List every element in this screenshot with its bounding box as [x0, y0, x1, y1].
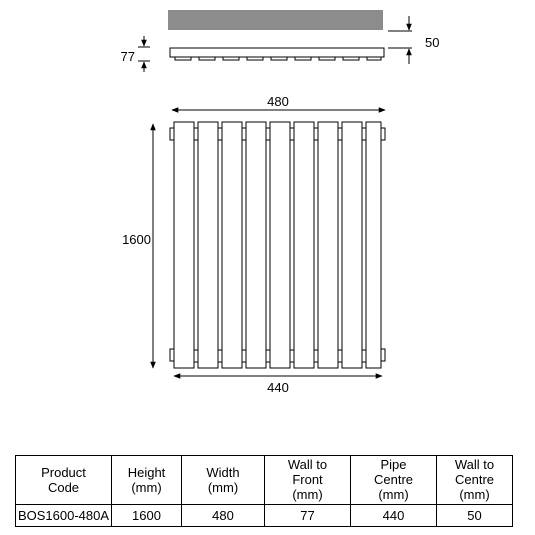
radiator-front-view — [170, 122, 385, 368]
wall-block — [168, 10, 383, 30]
wall-to-front-label: 77 — [120, 49, 135, 64]
cell-product-code: BOS1600-480A — [16, 504, 112, 526]
header-height: Height (mm) — [112, 456, 182, 505]
radiator-top-view — [170, 48, 384, 60]
width-label: 480 — [267, 94, 289, 109]
wall-to-front-dimension — [138, 36, 150, 72]
header-width: Width (mm) — [182, 456, 265, 505]
cell-pipe-centre: 440 — [351, 504, 437, 526]
cell-wall-to-centre: 50 — [437, 504, 513, 526]
top-depth-dimension — [388, 16, 412, 64]
pipe-centre-label: 440 — [267, 380, 289, 395]
cell-width: 480 — [182, 504, 265, 526]
spec-table — [15, 455, 513, 527]
table-header-row — [16, 456, 513, 505]
top-depth-label: 50 — [425, 35, 440, 50]
height-label: 1600 — [122, 232, 151, 247]
cell-height: 1600 — [112, 504, 182, 526]
cell-wall-to-front: 77 — [265, 504, 351, 526]
header-wall-to-centre: Wall to Centre (mm) — [437, 456, 513, 505]
table-row — [16, 504, 513, 526]
header-pipe-centre: Pipe Centre (mm) — [351, 456, 437, 505]
header-product-code: Product Code — [16, 456, 112, 505]
header-wall-to-front: Wall to Front (mm) — [265, 456, 351, 505]
